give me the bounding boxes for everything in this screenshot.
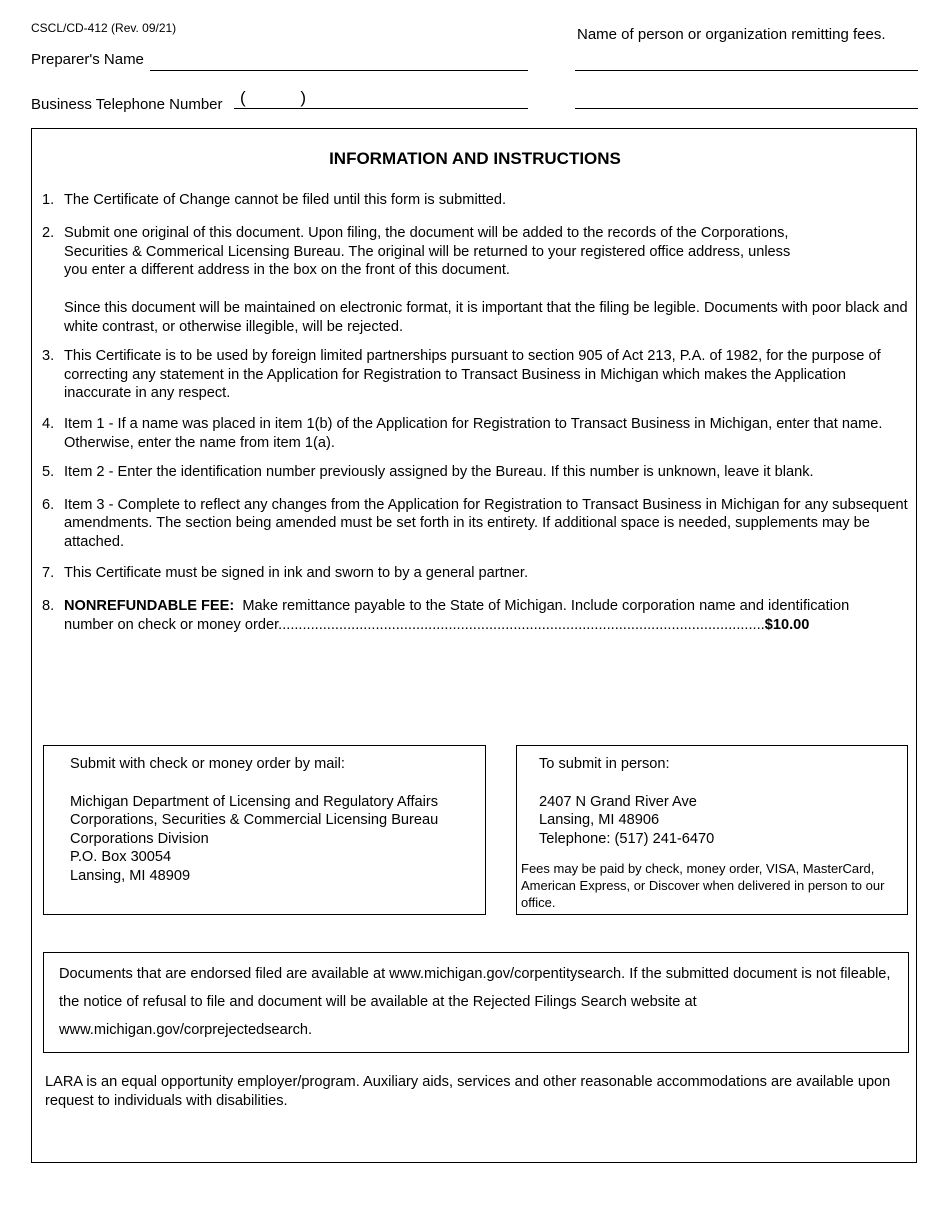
instruction-item: 4. Item 1 - If a name was placed in item 1(b) of the Application for Registration to Transact Business in Michigan, enter that name. Otherwise, enter the name from item 1(a). [42, 416, 883, 451]
preparer-name-field[interactable] [150, 70, 528, 71]
telephone-label: Business Telephone Number [31, 96, 223, 113]
mail-address-line: Lansing, MI 48909 [70, 867, 191, 884]
instruction-item: 1. The Certificate of Change cannot be filed until this form is submitted. [42, 192, 507, 208]
remitter-name-field-line-2[interactable] [575, 108, 918, 109]
fee-label: NONREFUNDABLE FEE: [64, 597, 235, 614]
in-person-address-line: 2407 N Grand River Ave [539, 793, 697, 810]
instructions-box [31, 128, 917, 1163]
telephone-field[interactable] [234, 108, 528, 109]
mail-address-line: Corporations, Securities & Commercial Licensing Bureau [70, 812, 439, 829]
instruction-item: 5. Item 2 - Enter the identification number previously assigned by the Bureau. If this number is unknown, leave it blank. [42, 463, 814, 480]
fee-amount: $10.00 [764, 616, 810, 633]
in-person-submission-box [516, 745, 908, 915]
documents-availability-box [43, 952, 909, 1053]
area-code-parens [240, 88, 306, 108]
instruction-item: 7. This Certificate must be signed in ink and sworn to by a general partner. [42, 564, 528, 581]
paren-open: ( [240, 88, 246, 107]
mail-address-line: Corporations Division [70, 830, 209, 847]
instruction-item-fee: 8. NONREFUNDABLE FEE: Make remittance payable to the State of Michigan. Include corporation name and identification number on check or money order........................................................................................................................$10.00 [42, 597, 850, 633]
preparer-name-label: Preparer's Name [31, 51, 144, 68]
instruction-item: 3. This Certificate is to be used by foreign limited partnerships pursuant to section 905 of Act 213, P.A. of 1982, for the purpose of correcting any statement in the Application for Registration to Transact Business in Michigan which makes the Application inaccurate in any respect. [42, 347, 881, 402]
instruction-item: 6. Item 3 - Complete to reflect any changes from the Application for Registration to Transact Business in Michigan for any subsequent amendments. The section being amended must be set forth in its entirety. If additional space is needed, supplements may be attached. [42, 496, 908, 551]
documents-note: Documents that are endorsed filed are available at www.michigan.gov/corpentitysearch. If the submitted document is not fileable, the notice of refusal to file and document will be available at the Rejected Filings Search website at www.michigan.gov/corprejectedsearch. [59, 966, 891, 1038]
mail-address-line: Michigan Department of Licensing and Regulatory Affairs [70, 793, 439, 810]
fee-text: Make remittance payable to the State of Michigan. Include corporation name and identification number on check or money order [64, 597, 850, 633]
mail-address-line: P.O. Box 30054 [70, 849, 172, 866]
lara-equal-opportunity-note: LARA is an equal opportunity employer/program. Auxiliary aids, services and other reasonable accommodations are available upon request to individuals with disabilities. [45, 1074, 891, 1109]
fee-leader-dots: ........................................................................................................................ [278, 616, 765, 633]
instruction-item: 2. Submit one original of this document. Upon filing, the document will be added to the records of the Corporations, Securities & Commerical Licensing Bureau. The original will be returned to your registered office address, unless you enter a different address in the box on the front of this document. Since this document will be maintained on electronic format, it is important that the filing be legible. Documents with poor black and white contrast, or otherwise illegible, will be rejected. [42, 224, 908, 335]
payment-methods-note: Fees may be paid by check, money order, VISA, MasterCard, American Express, or Discover when delivered in person to our office. [521, 861, 885, 910]
paren-close: ) [300, 88, 306, 107]
remitter-label: Name of person or organization remitting fees. [577, 26, 886, 43]
mail-submission-box [43, 745, 486, 915]
in-person-intro: To submit in person: [539, 756, 670, 772]
in-person-address-line: Lansing, MI 48906 [539, 812, 660, 829]
form-number: CSCL/CD-412 (Rev. 09/21) [31, 21, 177, 35]
instructions-list [42, 191, 908, 634]
instructions-heading: INFORMATION AND INSTRUCTIONS [329, 149, 621, 168]
mail-intro: Submit with check or money order by mail: [70, 756, 345, 772]
remitter-name-field-line-1[interactable] [575, 70, 918, 71]
in-person-phone: Telephone: (517) 241-6470 [539, 830, 715, 847]
